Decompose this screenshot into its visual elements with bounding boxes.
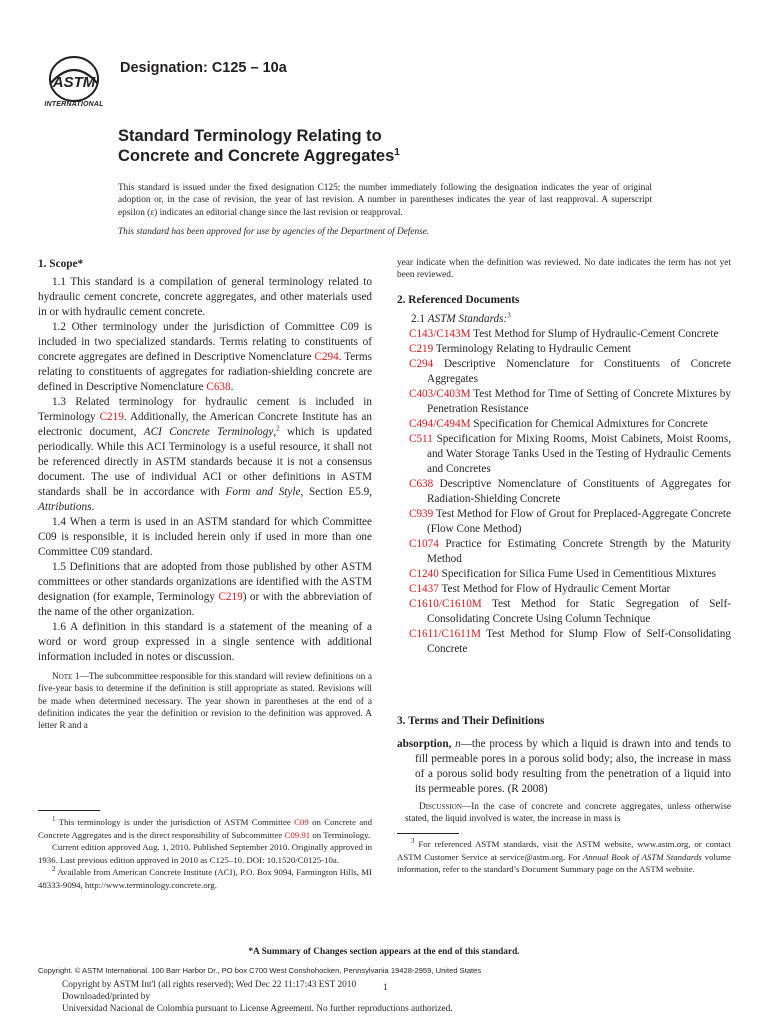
- reference-title: Terminology Relating to Hydraulic Cement: [433, 343, 631, 355]
- link-c294[interactable]: C294: [314, 351, 339, 363]
- referenced-heading: 2. Referenced Documents: [397, 294, 520, 306]
- reference-item: [409, 432, 731, 477]
- reference-item: [409, 477, 731, 507]
- reference-item: [409, 567, 731, 582]
- link-c09[interactable]: C09: [294, 817, 309, 827]
- download-line-3: Universidad Nacional de Colombia pursuant to License Agreement. No further reproductions authorized.: [62, 1004, 453, 1014]
- reference-item: [409, 537, 731, 567]
- designation: Designation: C125 – 10a: [120, 60, 287, 76]
- reference-code-link[interactable]: C294: [409, 358, 434, 370]
- title-footnote-mark: 1: [394, 147, 400, 158]
- edition-note: Current edition approved Aug. 1, 2010. Published September 2010. Originally approved in 1936. Last previous edition approved in 2010 as C125–10. DOI: 10.1520/C0125-10a.: [38, 842, 372, 865]
- footnote-2: $^2$ Available from American Concrete Institute (ACI), P.O. Box 9094, Farmington Hills, MI 48333-9094, http://www.terminology.concrete.org.: [38, 865, 372, 890]
- reference-title: Test Method for Slump Flow of Self-Consolidating Concrete: [427, 628, 731, 655]
- note-1: Note 1—The subcommittee responsible for this standard will review definitions on a five-year basis to determine if the definition is still appropriate as stated. Revisions will be made when determined necessary. The year shown in parentheses at the end of a definition indicates the year the definition or revision to the definition was approved. A letter R and a: [38, 672, 372, 732]
- reference-code-link[interactable]: C511: [409, 433, 433, 445]
- reference-title: Descriptive Nomenclature of Constituents of Aggregates for Radiation-Shielding Concrete: [427, 478, 731, 505]
- note-1-continued: year indicate when the definition was reviewed. No date indicates the term has not yet been reviewed.: [397, 258, 731, 281]
- reference-code-link[interactable]: C1074: [409, 538, 439, 550]
- reference-item: [409, 387, 731, 417]
- reference-title: Test Method for Flow of Grout for Preplaced-Aggregate Concrete (Flow Cone Method): [427, 508, 731, 535]
- reference-item: [409, 342, 731, 357]
- link-c219-2[interactable]: C219: [218, 591, 243, 603]
- logo-international: INTERNATIONAL: [44, 101, 104, 108]
- footnote-rule-right: [397, 833, 459, 834]
- reference-code-link[interactable]: C1240: [409, 568, 439, 580]
- reference-title: Test Method for Static Segregation of Self-Consolidating Concrete Using Column Technique: [427, 598, 731, 625]
- reference-code-link[interactable]: C1611/C1611M: [409, 628, 481, 640]
- title-line-2: [118, 146, 400, 166]
- page-title: [118, 126, 400, 166]
- reference-item: [409, 417, 731, 432]
- astm-standards-label: 2.1 ASTM Standards:$^3$: [411, 311, 511, 325]
- reference-item: [409, 507, 731, 537]
- footnotes-left: [38, 816, 372, 892]
- reference-item: [409, 357, 731, 387]
- scope-heading: 1. Scope*: [38, 258, 84, 270]
- reference-title: Specification for Silica Fume Used in Cementitious Mixtures: [438, 568, 717, 580]
- reference-list: [397, 327, 731, 657]
- download-line-1: Copyright by ASTM Int'l (all rights reserved); Wed Dec 22 11:17:43 EST 2010: [62, 980, 357, 990]
- terms-heading: 3. Terms and Their Definitions: [397, 715, 545, 727]
- intro-paragraph: This standard is issued under the fixed designation C125; the number immediately following the designation indicates the year of original adoption or, in the case of revision, the year of last revision. A number in parentheses indicates the year of last reapproval. A superscript epsilon (ε) indicates an editorial change since the last revision or reapproval.: [118, 183, 652, 218]
- title-line-2-text: Concrete and Concrete Aggregates: [118, 147, 395, 165]
- left-column: [38, 257, 372, 732]
- reference-code-link[interactable]: C219: [409, 343, 434, 355]
- reference-code-link[interactable]: C1437: [409, 583, 439, 595]
- link-c638[interactable]: C638: [206, 381, 231, 393]
- terms-section: [397, 714, 731, 826]
- title-line-1: Standard Terminology Relating to: [118, 127, 382, 145]
- definition-absorption: absorption, n—the process by which a liquid is drawn into and tends to fill permeable pores in a porous solid body; also, the increase in mass of a porous solid body resulting from the penetration of a liquid into its permeable pores. (R 2008): [397, 738, 731, 795]
- reference-code-link[interactable]: C638: [409, 478, 434, 490]
- para-1-5: 1.5 Definitions that are adopted from those published by other ASTM committees or other standards organizations are identified with the ASTM designation (for example, Terminology C219) or with the abbreviation of the name of the other organization.: [38, 561, 373, 618]
- link-c0991[interactable]: C09.91: [284, 829, 311, 840]
- reference-item: [409, 582, 731, 597]
- copyright: Copyright. © ASTM International. 100 Barr Harbor Dr., PO box C700 West Conshohocken, Pennsylvania 19428-2959, United States: [38, 966, 482, 975]
- reference-item: [409, 627, 731, 657]
- footnote-3: $^3$ For referenced ASTM standards, visit the ASTM website, www.astm.org, or contact ASTM Customer Service at service@astm.org. For Annual Book of ASTM Standards volume information, refer to the standard’s Document Summary page on the ASTM website.: [397, 837, 731, 875]
- dod-statement: This standard has been approved for use by agencies of the Department of Defense.: [118, 227, 430, 237]
- reference-title: Test Method for Time of Setting of Concrete Mixtures by Penetration Resistance: [427, 388, 731, 415]
- page-number: 1: [383, 983, 388, 993]
- discussion: Discussion—In the case of concrete and concrete aggregates, unless otherwise stated, the liquid involved is water, the increase in mass is: [405, 802, 731, 825]
- term-absorption: absorption,: [397, 738, 452, 750]
- reference-code-link[interactable]: C143/C143M: [409, 328, 471, 340]
- reference-code-link[interactable]: C403/C403M: [409, 388, 471, 400]
- reference-title: Specification for Mixing Rooms, Moist Cabinets, Moist Rooms, and Water Storage Tanks Used in the Testing of Hydraulic Cements and Concretes: [427, 433, 731, 475]
- para-1-2: 1.2 Other terminology under the jurisdiction of Committee C09 is included in two specialized standards. Terms relating to constituents of concrete aggregates are defined in Descriptive Nomenclature C294. Terms relating to constituents of aggregates for radiation-shielding concrete are defined in Descriptive Nomenclature C638.: [38, 321, 372, 393]
- reference-title: Descriptive Nomenclature for Constituents of Concrete Aggregates: [427, 358, 731, 385]
- download-info: [62, 979, 453, 1015]
- reference-title: Specification for Chemical Admixtures for Concrete: [470, 418, 708, 430]
- para-1-3: 1.3 Related terminology for hydraulic cement is included in Terminology C219. Additionally, the American Concrete Institute has an electronic document, ACI Concrete Terminology,$^2$ which is updated periodically. While this ACI Terminology is a useful resource, it shall not be referenced directly in ASTM standards because it is not a consensus document. The use of individual ACI or other definitions in ASTM standards shall be in accordance with Form and Style, Section E5.9, Attributions.: [38, 396, 373, 513]
- download-line-2: Downloaded/printed by: [62, 992, 151, 1002]
- link-c219[interactable]: C219: [99, 411, 124, 423]
- para-1-6: 1.6 A definition in this standard is a statement of the meaning of a word or word group expressed in a single sentence with additional information included in notes or discussion.: [38, 621, 372, 663]
- summary-note: *A Summary of Changes section appears at the end of this standard.: [248, 947, 520, 957]
- para-1-4: 1.4 When a term is used in an ASTM standard for which Committee C09 is responsible, it is included herein only if used in more than one Committee C09 standard.: [38, 516, 372, 558]
- reference-code-link[interactable]: C939: [409, 508, 434, 520]
- reference-title: Practice for Estimating Concrete Strength by the Maturity Method: [427, 538, 731, 565]
- referenced-documents: [397, 293, 731, 657]
- footnote-rule-left: [38, 810, 100, 811]
- reference-title: Test Method for Flow of Hydraulic Cement Mortar: [438, 583, 671, 595]
- logo-letters: ASTM: [52, 74, 96, 91]
- reference-item: [409, 327, 731, 342]
- reference-item: [409, 597, 731, 627]
- reference-title: Test Method for Slump of Hydraulic-Cement Concrete: [470, 328, 719, 340]
- reference-code-link[interactable]: C494/C494M: [409, 418, 471, 430]
- para-1-1: 1.1 This standard is a compilation of general terminology related to hydraulic cement concrete, concrete aggregates, and other materials used in or with hydraulic cement concrete.: [38, 276, 372, 318]
- footnote-1: $^1$ This terminology is under the jurisdiction of ASTM Committee C09 on Concrete and Concrete Aggregates and is the direct responsibility of Subcommittee C09.91 on Terminology.: [38, 815, 372, 840]
- reference-code-link[interactable]: C1610/C1610M: [409, 598, 482, 610]
